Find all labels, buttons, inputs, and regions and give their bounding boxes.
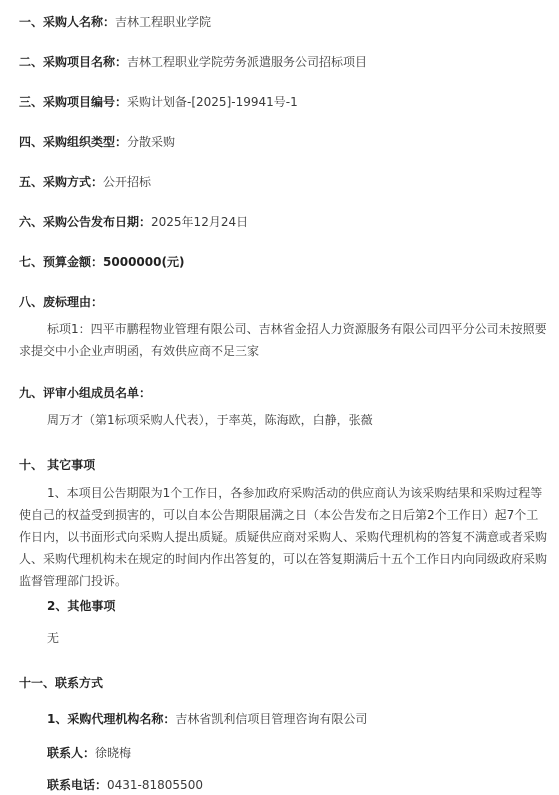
organization-type-value: 分散采购: [127, 135, 176, 149]
project-number-row: [19, 94, 298, 110]
other-matters-item2-value-row: [47, 630, 59, 646]
procurement-method-row: [19, 174, 151, 190]
budget-label: 七、预算金额：: [19, 255, 104, 269]
invalid-reason-label: 八、废标理由：: [19, 295, 104, 309]
invalid-reason-heading: [19, 294, 103, 310]
organization-type-label: 四、采购组织类型：: [19, 135, 128, 149]
organization-type-row: [19, 134, 175, 150]
review-panel-body: 周万才（第1标项采购人代表），于率英，陈海欧，白静，张薇: [47, 413, 373, 427]
invalid-reason-body: 标项1：四平市鹏程物业管理有限公司、吉林省金招人力资源服务有限公司四平分公司未按照要求提交中小企业声明函，有效供应商不足三家: [19, 322, 547, 358]
procurement-method-label: 五、采购方式：: [19, 175, 104, 189]
procurement-method-value: 公开招标: [103, 175, 152, 189]
project-name-label: 二、采购项目名称：: [19, 55, 128, 69]
contact-person-row: [47, 745, 131, 761]
purchaser-name-label: 一、采购人名称：: [19, 15, 116, 29]
contact-label: 十一、联系方式: [19, 676, 104, 690]
publish-date-label: 六、采购公告发布日期：: [19, 215, 152, 229]
agency-name-row: [47, 711, 367, 727]
review-panel-label: 九、评审小组成员名单：: [19, 386, 152, 400]
other-matters-item2-heading: [47, 598, 115, 614]
other-matters-item1: 1、本项目公告期限为1个工作日，各参加政府采购活动的供应商认为该采购结果和采购过程等使自己的权益受到损害的，可以自本公告期限届满之日（本公告发布之日后第2个工作日）起7个工作日内，以书面形式向采购人提出质疑。质疑供应商对采购人、采购代理机构的答复不满意或者采购人、采购代理机构未在规定的时间内作出答复的，可以在答复期满后十五个工作日内向同级政府采购监督管理部门投诉。: [19, 486, 548, 588]
contact-phone-row: [47, 777, 203, 793]
other-matters-item2-value: 无: [47, 631, 60, 645]
other-matters-label: 十、 其它事项: [19, 458, 96, 472]
project-number-value: 采购计划备-[2025]-19941号-1: [127, 95, 298, 109]
other-matters-item2-label: 2、其他事项: [47, 599, 116, 613]
other-matters-heading: [19, 457, 95, 473]
contact-phone-label: 联系电话：: [47, 778, 108, 792]
agency-name-value: 吉林省凯利信项目管理咨询有限公司: [175, 712, 368, 726]
review-panel-heading: [19, 385, 151, 401]
purchaser-name-value: 吉林工程职业学院: [115, 15, 212, 29]
publish-date-value: 2025年12月24日: [151, 215, 249, 229]
budget-row: [19, 254, 184, 270]
contact-person-value: 徐晓梅: [95, 746, 132, 760]
project-number-label: 三、采购项目编号：: [19, 95, 128, 109]
publish-date-row: [19, 214, 248, 230]
contact-phone-value: 0431-81805500: [107, 778, 203, 792]
project-name-value: 吉林工程职业学院劳务派遣服务公司招标项目: [127, 55, 368, 69]
budget-value: 5000000(元): [103, 255, 185, 269]
agency-name-label: 1、采购代理机构名称：: [47, 712, 176, 726]
contact-heading: [19, 675, 103, 691]
project-name-row: [19, 54, 367, 70]
purchaser-name-row: [19, 14, 211, 30]
contact-person-label: 联系人：: [47, 746, 96, 760]
